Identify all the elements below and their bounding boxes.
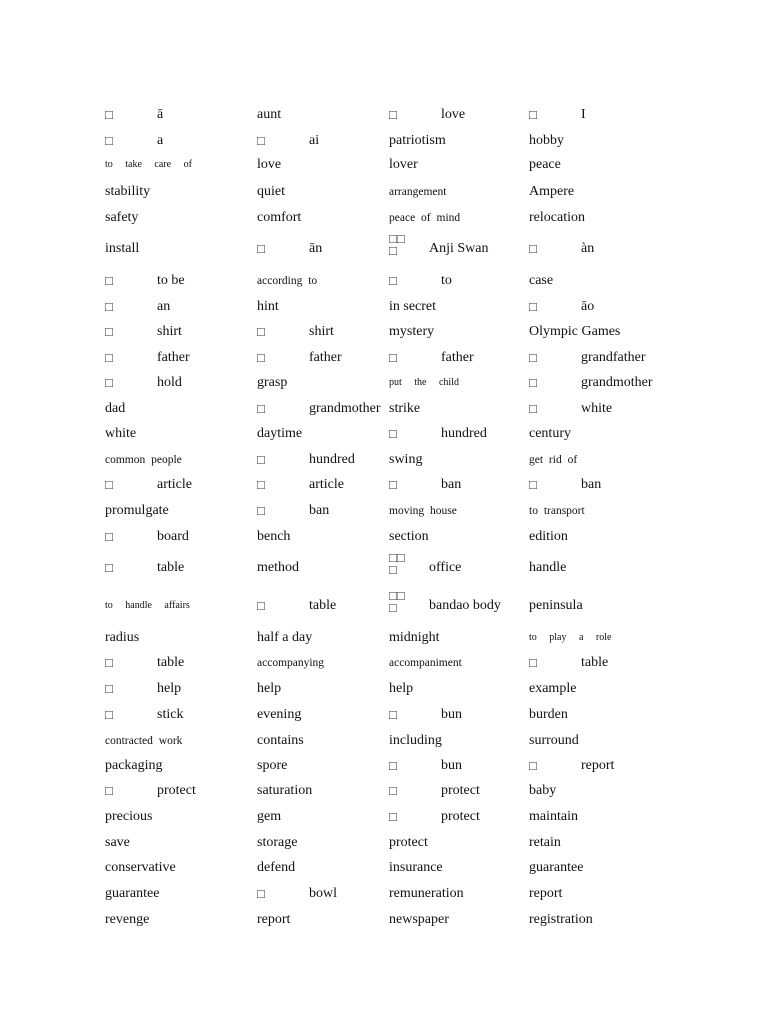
- vocab-word: daytime: [257, 426, 303, 441]
- vocab-word: report: [529, 886, 563, 901]
- missing-glyph-icon: □: [105, 133, 113, 148]
- missing-glyph-icon: □: [105, 707, 113, 722]
- missing-glyph-icon: □: [389, 477, 397, 492]
- missing-glyph-icon: □: [257, 133, 265, 148]
- vocab-word: surround: [529, 733, 579, 748]
- missing-glyph-icon: □: [105, 477, 113, 492]
- vocab-word: registration: [529, 912, 593, 927]
- vocab-word: bun: [441, 707, 462, 722]
- vocab-word: Ampere: [529, 184, 575, 199]
- missing-glyph-icon: □: [257, 401, 265, 416]
- vocab-word: packaging: [105, 758, 163, 773]
- vocab-word: to: [441, 273, 452, 288]
- vocab-word: father: [157, 350, 190, 365]
- vocab-word: grandmother: [581, 375, 653, 390]
- vocab-word: mystery: [389, 324, 435, 339]
- missing-glyph-icon: □: [105, 560, 113, 575]
- vocab-word: ban: [441, 477, 462, 492]
- vocab-word: shirt: [157, 324, 182, 339]
- missing-glyph-icon: □: [389, 426, 397, 441]
- vocab-word: report: [257, 912, 291, 927]
- missing-glyph-icon: □□ □: [389, 231, 405, 258]
- vocab-word: accompaniment: [389, 657, 462, 669]
- missing-glyph-icon: □: [529, 299, 537, 314]
- vocab-word: common people: [105, 454, 182, 466]
- missing-glyph-icon: □: [257, 477, 265, 492]
- vocab-word: report: [581, 758, 615, 773]
- vocab-word: table: [157, 560, 185, 575]
- vocab-word: I: [581, 107, 586, 122]
- missing-glyph-icon: □: [529, 350, 537, 365]
- missing-glyph-icon: □□ □: [389, 588, 405, 615]
- vocab-word: midnight: [389, 630, 440, 645]
- vocab-word: relocation: [529, 210, 585, 225]
- vocab-word: ān: [309, 241, 323, 256]
- vocab-word: bench: [257, 529, 291, 544]
- vocab-word: guarantee: [529, 860, 584, 875]
- missing-glyph-icon: □: [389, 707, 397, 722]
- vocab-word: shirt: [309, 324, 334, 339]
- missing-glyph-icon: □: [105, 529, 113, 544]
- vocab-word: protect: [389, 835, 428, 850]
- missing-glyph-icon: □: [529, 375, 537, 390]
- vocab-word: retain: [529, 835, 561, 850]
- missing-glyph-icon: □: [257, 886, 265, 901]
- missing-glyph-icon: □: [529, 758, 537, 773]
- vocab-word: edition: [529, 529, 568, 544]
- vocab-word: stick: [157, 707, 184, 722]
- missing-glyph-icon: □: [105, 375, 113, 390]
- vocab-word: to take care of: [105, 159, 192, 170]
- missing-glyph-icon: □: [389, 783, 397, 798]
- missing-glyph-icon: □: [257, 598, 265, 613]
- vocab-word: strike: [389, 401, 421, 416]
- vocab-word: case: [529, 273, 554, 288]
- vocab-word: to transport: [529, 505, 585, 517]
- vocab-word: baby: [529, 783, 557, 798]
- vocab-word: quiet: [257, 184, 285, 199]
- vocab-word: promulgate: [105, 503, 169, 518]
- missing-glyph-icon: □: [257, 241, 265, 256]
- vocab-word: office: [429, 560, 462, 575]
- vocab-word: according to: [257, 275, 318, 287]
- vocab-word: help: [157, 681, 182, 696]
- vocab-word: revenge: [105, 912, 150, 927]
- vocab-word: help: [389, 681, 414, 696]
- missing-glyph-icon: □: [105, 783, 113, 798]
- vocab-word: gem: [257, 809, 282, 824]
- vocab-word: newspaper: [389, 912, 449, 927]
- vocab-word: save: [105, 835, 130, 850]
- vocab-word: āo: [581, 299, 595, 314]
- missing-glyph-icon: □: [105, 350, 113, 365]
- vocab-word: help: [257, 681, 282, 696]
- vocab-word: accompanying: [257, 657, 325, 669]
- vocab-word: arrangement: [389, 186, 447, 198]
- missing-glyph-icon: □: [389, 107, 397, 122]
- vocab-word: ban: [309, 503, 330, 518]
- vocab-word: a: [157, 133, 164, 148]
- vocab-word: peace: [529, 157, 561, 172]
- vocab-word: table: [581, 655, 609, 670]
- vocab-word: contains: [257, 733, 304, 748]
- missing-glyph-icon: □: [257, 503, 265, 518]
- missing-glyph-icon: □: [257, 324, 265, 339]
- vocab-word: protect: [157, 783, 196, 798]
- vocab-word: comfort: [257, 210, 302, 225]
- vocab-word: hold: [157, 375, 182, 390]
- missing-glyph-icon: □: [389, 273, 397, 288]
- missing-glyph-icon: □□ □: [389, 550, 405, 577]
- vocab-word: including: [389, 733, 442, 748]
- vocab-word: ban: [581, 477, 602, 492]
- vocab-word: hobby: [529, 133, 564, 148]
- vocab-word: peninsula: [529, 598, 583, 613]
- vocab-word: aunt: [257, 107, 282, 122]
- vocab-word: to play a role: [529, 632, 612, 643]
- vocab-word: half a day: [257, 630, 313, 645]
- vocab-word: father: [441, 350, 474, 365]
- vocab-word: àn: [581, 241, 595, 256]
- missing-glyph-icon: □: [257, 350, 265, 365]
- vocab-word: saturation: [257, 783, 313, 798]
- vocab-word: ā: [157, 107, 164, 122]
- vocab-word: an: [157, 299, 171, 314]
- vocab-word: swing: [389, 452, 423, 467]
- vocab-word: table: [309, 598, 337, 613]
- missing-glyph-icon: □: [389, 758, 397, 773]
- vocab-word: put the child: [389, 377, 459, 388]
- vocab-word: bandao body: [429, 598, 501, 613]
- missing-glyph-icon: □: [529, 241, 537, 256]
- vocab-word: handle: [529, 560, 567, 575]
- vocab-word: board: [157, 529, 189, 544]
- vocab-word: century: [529, 426, 571, 441]
- vocab-word: install: [105, 241, 140, 256]
- vocab-word: love: [441, 107, 466, 122]
- vocab-word: lover: [389, 157, 418, 172]
- vocab-word: grasp: [257, 375, 288, 390]
- vocab-word: guarantee: [105, 886, 160, 901]
- vocab-word: precious: [105, 809, 153, 824]
- vocab-word: peace of mind: [389, 212, 461, 224]
- vocab-word: Anji Swan: [429, 241, 489, 256]
- vocab-word: ai: [309, 133, 320, 148]
- missing-glyph-icon: □: [529, 107, 537, 122]
- vocab-word: love: [257, 157, 282, 172]
- vocab-word: bowl: [309, 886, 337, 901]
- vocab-word: protect: [441, 809, 480, 824]
- vocab-word: to be: [157, 273, 185, 288]
- vocab-word: defend: [257, 860, 296, 875]
- missing-glyph-icon: □: [529, 477, 537, 492]
- vocab-word: grandfather: [581, 350, 646, 365]
- vocab-word: maintain: [529, 809, 578, 824]
- vocab-word: in secret: [389, 299, 437, 314]
- missing-glyph-icon: □: [105, 681, 113, 696]
- vocab-word: dad: [105, 401, 126, 416]
- vocab-word: hint: [257, 299, 279, 314]
- vocab-word: moving house: [389, 505, 457, 517]
- vocab-word: safety: [105, 210, 139, 225]
- vocab-word: article: [157, 477, 192, 492]
- vocab-word: example: [529, 681, 577, 696]
- vocab-word: insurance: [389, 860, 443, 875]
- vocab-word: burden: [529, 707, 568, 722]
- vocab-word: storage: [257, 835, 298, 850]
- vocab-word: patriotism: [389, 133, 446, 148]
- missing-glyph-icon: □: [529, 655, 537, 670]
- vocab-word: grandmother: [309, 401, 381, 416]
- missing-glyph-icon: □: [105, 299, 113, 314]
- missing-glyph-icon: □: [529, 401, 537, 416]
- vocab-word: father: [309, 350, 342, 365]
- vocab-word: remuneration: [389, 886, 464, 901]
- vocab-word: spore: [257, 758, 288, 773]
- vocab-word: stability: [105, 184, 151, 199]
- missing-glyph-icon: □: [105, 324, 113, 339]
- vocab-word: protect: [441, 783, 480, 798]
- vocab-word: table: [157, 655, 185, 670]
- vocab-word: conservative: [105, 860, 176, 875]
- missing-glyph-icon: □: [389, 809, 397, 824]
- missing-glyph-icon: □: [105, 655, 113, 670]
- vocab-word: Olympic Games: [529, 324, 621, 339]
- vocab-word: radius: [105, 630, 140, 645]
- vocab-word: hundred: [309, 452, 355, 467]
- vocab-word: section: [389, 529, 429, 544]
- vocab-word: article: [309, 477, 344, 492]
- vocab-word: hundred: [441, 426, 487, 441]
- missing-glyph-icon: □: [105, 273, 113, 288]
- vocab-word: contracted work: [105, 735, 183, 747]
- vocab-word: white: [581, 401, 613, 416]
- vocab-word: to handle affairs: [105, 600, 190, 611]
- missing-glyph-icon: □: [105, 107, 113, 122]
- missing-glyph-icon: □: [389, 350, 397, 365]
- vocab-word: get rid of: [529, 454, 578, 466]
- missing-glyph-icon: □: [257, 452, 265, 467]
- vocab-word: bun: [441, 758, 462, 773]
- vocab-word: method: [257, 560, 299, 575]
- vocab-word: evening: [257, 707, 302, 722]
- vocab-word: white: [105, 426, 137, 441]
